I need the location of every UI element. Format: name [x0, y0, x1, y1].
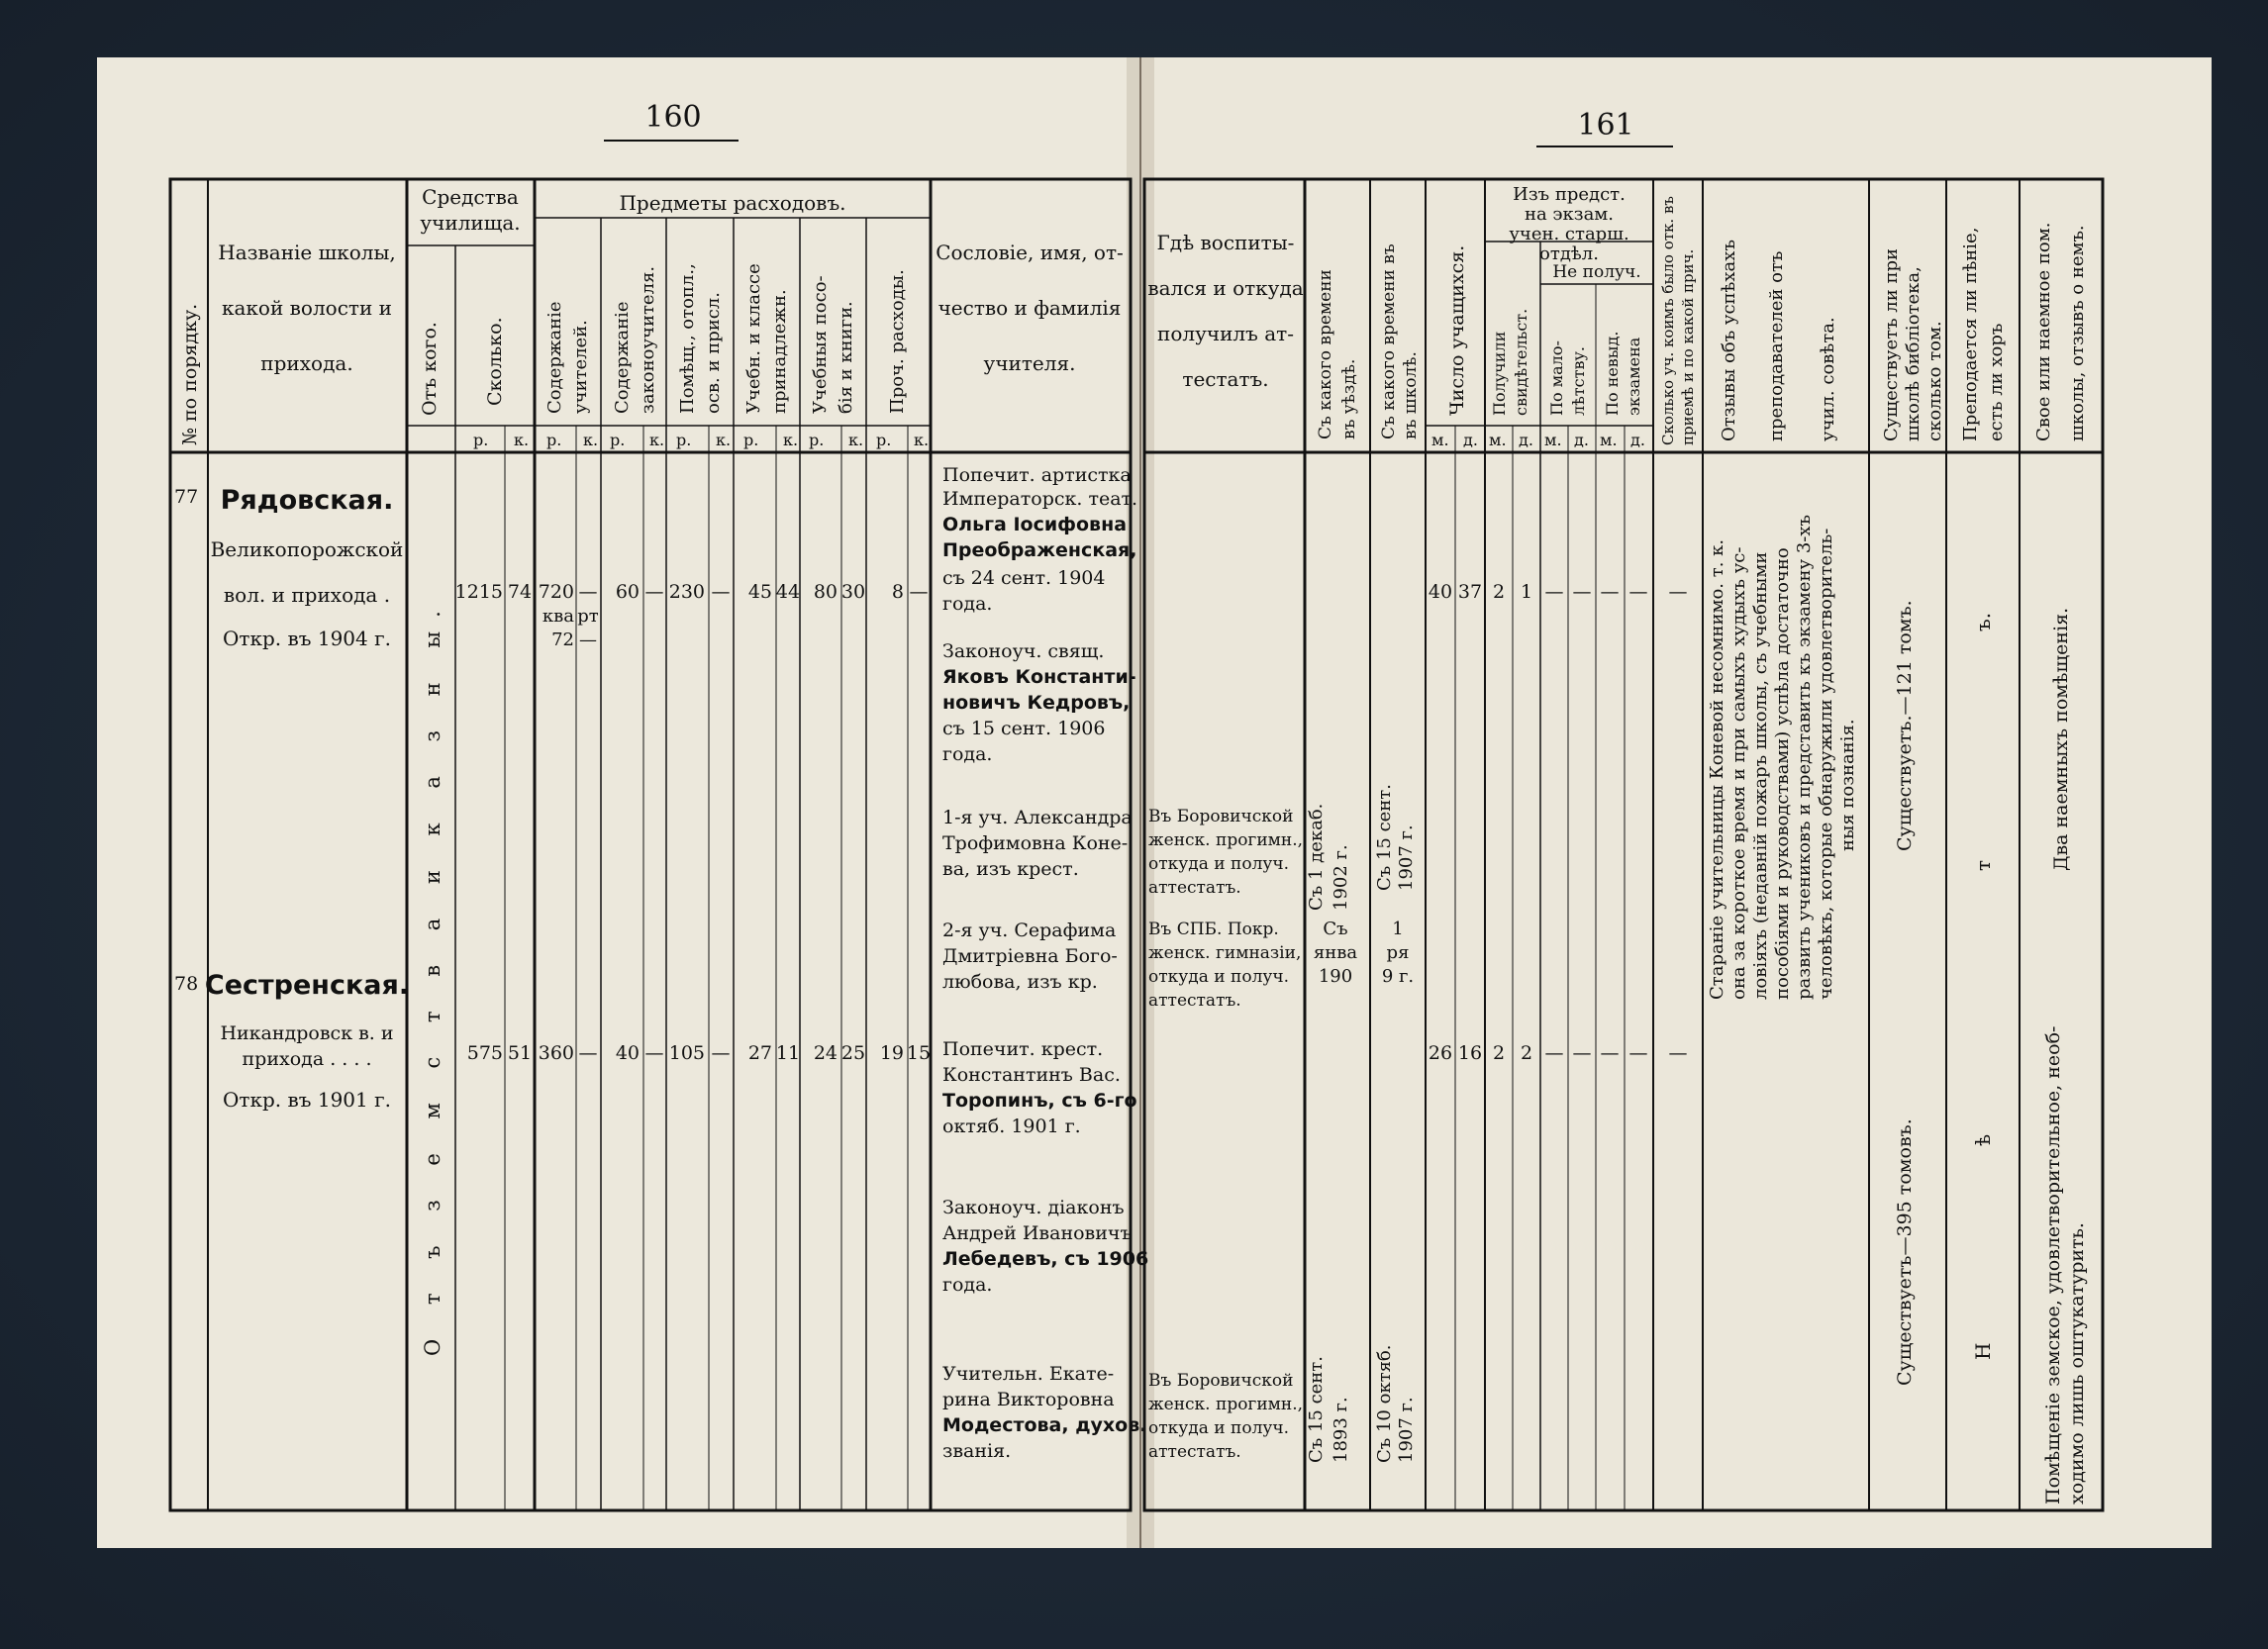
svg-text:—: —	[1628, 581, 1648, 603]
library-row-78: Существуетъ—395 томовъ.	[1894, 1118, 1916, 1386]
svg-text:Съ: Съ	[1323, 919, 1348, 939]
teacher-review-row-77	[1707, 515, 1858, 1000]
svg-text:72: 72	[551, 630, 574, 650]
svg-text:женск. гимназіи,: женск. гимназіи,	[1148, 943, 1302, 963]
svg-text:школы, отзывъ о немъ.: школы, отзывъ о немъ.	[2067, 225, 2088, 441]
svg-text:на экзам.: на экзам.	[1524, 204, 1615, 225]
header-teacher-line: учителя.	[983, 351, 1076, 375]
svg-text:—: —	[1572, 581, 1592, 603]
svg-text:Модестова, духов.: Модестова, духов.	[942, 1414, 1147, 1436]
svg-text:—: —	[1668, 581, 1688, 603]
premises-row-78-line: Помѣщеніе земское, удовлетворительное, необ-	[2042, 1025, 2064, 1504]
svg-text:д.: д.	[1630, 431, 1645, 449]
svg-text:р.: р.	[546, 431, 562, 449]
svg-text:2: 2	[1492, 1042, 1506, 1064]
svg-text:—: —	[909, 581, 929, 603]
svg-text:въ школѣ.: въ школѣ.	[1401, 351, 1421, 439]
svg-text:откуда и получ.: откуда и получ.	[1148, 1418, 1290, 1438]
svg-text:женск. прогимн.,: женск. прогимн.,	[1148, 1395, 1304, 1414]
svg-text:Не получ.: Не получ.	[1552, 262, 1641, 282]
header-teacher-line: чество и фамилія	[937, 296, 1122, 320]
svg-text:11: 11	[775, 1042, 801, 1064]
svg-text:т: т	[1971, 859, 1995, 871]
svg-text:1907 г.: 1907 г.	[1396, 1397, 1417, 1463]
svg-text:ъ.: ъ.	[1971, 612, 1995, 631]
svg-text:1: 1	[1520, 581, 1533, 603]
svg-text:Въ СПБ. Покр.: Въ СПБ. Покр.	[1148, 920, 1279, 939]
svg-text:Учебныя посо-: Учебныя посо-	[810, 275, 831, 414]
svg-text:ловіяхъ (недавній пожаръ школы: ловіяхъ (недавній пожаръ школы, съ учебными	[1750, 551, 1771, 1000]
svg-text:Свое или наемное пом.: Свое или наемное пом.	[2033, 222, 2054, 441]
funds-amount: 1215	[454, 581, 503, 603]
svg-text:женск. прогимн.,: женск. прогимн.,	[1148, 830, 1304, 850]
header-school-name-line: прихода.	[260, 351, 353, 375]
svg-text:Существуетъ ли при: Существуетъ ли при	[1881, 248, 1902, 441]
header-expenses-title: Предметы расходовъ.	[619, 191, 846, 215]
svg-text:Получили: Получили	[1490, 331, 1509, 416]
svg-text:Законоуч. свящ.: Законоуч. свящ.	[942, 640, 1105, 662]
svg-text:р.: р.	[676, 431, 692, 449]
svg-text:37: 37	[1457, 581, 1483, 603]
svg-text:школѣ библіотека,: школѣ библіотека,	[1903, 266, 1923, 441]
svg-text:м.: м.	[1489, 431, 1507, 449]
svg-text:Лебедевъ, съ 1906: Лебедевъ, съ 1906	[942, 1248, 1149, 1270]
svg-text:По невыд.: По невыд.	[1603, 331, 1622, 416]
svg-text:190: 190	[1318, 966, 1353, 987]
funds-source-vertical-note: О т ъ з е м с т в а и к а з н ы.	[421, 597, 444, 1356]
svg-text:рина Викторовна: рина Викторовна	[942, 1389, 1115, 1410]
svg-text:м.: м.	[1431, 431, 1449, 449]
svg-text:Дмитріевна Бого-: Дмитріевна Бого-	[942, 945, 1118, 967]
svg-text:40: 40	[615, 1042, 640, 1064]
svg-text:1902 г.: 1902 г.	[1331, 844, 1351, 911]
header-teacher-line: Сословіе, имя, от-	[936, 241, 1124, 264]
svg-text:к.: к.	[514, 431, 530, 449]
svg-text:бія и книги.: бія и книги.	[836, 301, 856, 414]
svg-text:Попечит. артистка: Попечит. артистка	[942, 464, 1132, 486]
svg-text:Число учащихся.: Число учащихся.	[1446, 244, 1468, 416]
library-row-77: Существуетъ.—121 томъ.	[1894, 600, 1916, 851]
svg-text:любова, изъ кр.: любова, изъ кр.	[942, 971, 1098, 993]
svg-text:года.: года.	[942, 1274, 993, 1296]
svg-text:—: —	[1544, 1042, 1564, 1064]
svg-text:720: 720	[538, 581, 574, 603]
school-name: Рядовская.	[220, 485, 394, 516]
left-page	[97, 57, 1140, 1548]
svg-text:лѣтству.: лѣтству.	[1569, 346, 1588, 416]
svg-text:д.: д.	[1519, 431, 1533, 449]
svg-text:19: 19	[879, 1042, 904, 1064]
svg-text:Сколько уч. коимъ было отк. въ: Сколько уч. коимъ было отк. въ	[1659, 196, 1677, 445]
svg-text:Помѣщ., отопл.,: Помѣщ., отопл.,	[677, 263, 698, 414]
svg-text:8: 8	[891, 581, 904, 603]
svg-text:—: —	[711, 581, 731, 603]
svg-text:—: —	[711, 1042, 731, 1064]
svg-text:Преподается ли пѣніе,: Преподается ли пѣніе,	[1960, 227, 1981, 441]
svg-text:ныя познанія.: ныя познанія.	[1837, 719, 1858, 851]
svg-text:сколько том.: сколько том.	[1924, 321, 1945, 441]
svg-text:вол. и прихода .: вол. и прихода .	[223, 583, 391, 607]
premises-row-77: Два наемныхъ помѣщенія.	[2050, 607, 2072, 871]
header-school-name-line: какой волости и	[222, 296, 392, 320]
svg-text:откуда и получ.: откуда и получ.	[1148, 967, 1290, 987]
svg-text:ѣ: ѣ	[1971, 1133, 1995, 1146]
svg-text:Трофимовна Коне-: Трофимовна Коне-	[942, 832, 1129, 854]
svg-text:Константинъ Вас.: Константинъ Вас.	[942, 1064, 1121, 1086]
svg-text:учил. совѣта.: учил. совѣта.	[1818, 317, 1838, 441]
svg-text:—: —	[1600, 1042, 1620, 1064]
svg-text:27: 27	[747, 1042, 772, 1064]
svg-text:—: —	[1544, 581, 1564, 603]
svg-text:года.: года.	[942, 743, 993, 765]
svg-text:учен. старш.: учен. старш.	[1509, 224, 1629, 244]
svg-text:Въ Боровичской: Въ Боровичской	[1148, 807, 1294, 826]
svg-text:Откр. въ 1901 г.: Откр. въ 1901 г.	[223, 1088, 391, 1112]
svg-text:тестатъ.: тестатъ.	[1182, 367, 1269, 391]
svg-text:к.: к.	[848, 431, 864, 449]
svg-text:получилъ ат-: получилъ ат-	[1157, 322, 1294, 345]
svg-text:—: —	[1600, 581, 1620, 603]
svg-text:—: —	[1668, 1042, 1688, 1064]
header-funds-line: училища.	[420, 211, 521, 235]
header-row-number: № по порядку.	[179, 303, 201, 445]
svg-text:рт: рт	[577, 606, 599, 627]
svg-text:230: 230	[668, 581, 705, 603]
svg-text:Гдѣ воспиты-: Гдѣ воспиты-	[1156, 231, 1295, 254]
svg-text:2-я уч. Серафима: 2-я уч. Серафима	[942, 920, 1117, 941]
svg-text:1: 1	[1392, 919, 1404, 939]
svg-text:д.: д.	[1574, 431, 1589, 449]
svg-text:отдѣл.: отдѣл.	[1539, 243, 1599, 264]
svg-text:въ уѣздѣ.: въ уѣздѣ.	[1339, 358, 1359, 439]
svg-text:откуда и получ.: откуда и получ.	[1148, 854, 1290, 874]
svg-text:24: 24	[813, 1042, 838, 1064]
svg-text:30: 30	[840, 581, 866, 603]
svg-text:Проч. расходы.: Проч. расходы.	[887, 269, 908, 414]
svg-text:янва: янва	[1313, 942, 1358, 963]
svg-text:1-я уч. Александра: 1-я уч. Александра	[942, 807, 1133, 828]
svg-text:р.: р.	[809, 431, 825, 449]
svg-text:9 г.: 9 г.	[1381, 966, 1415, 987]
svg-text:Съ какого времени: Съ какого времени	[1316, 269, 1335, 439]
svg-text:—: —	[578, 1042, 598, 1064]
svg-text:к.: к.	[914, 431, 930, 449]
svg-text:к.: к.	[716, 431, 732, 449]
svg-text:26: 26	[1428, 1042, 1453, 1064]
svg-text:Великопорожской: Великопорожской	[210, 537, 404, 561]
svg-text:м.: м.	[1544, 431, 1562, 449]
svg-text:октяб. 1901 г.: октяб. 1901 г.	[942, 1116, 1081, 1137]
svg-text:развить учениковъ и представит: развить учениковъ и представить къ экзамену 3-хъ	[1794, 515, 1815, 1000]
svg-text:Попечит. крест.: Попечит. крест.	[942, 1038, 1104, 1060]
svg-text:к.: к.	[649, 431, 665, 449]
svg-text:осв. и присл.: осв. и присл.	[703, 292, 724, 414]
svg-text:аттестатъ.: аттестатъ.	[1148, 878, 1241, 898]
svg-text:Отзывы объ успѣхахъ: Отзывы объ успѣхахъ	[1719, 240, 1739, 441]
funds-amount: 575	[466, 1042, 503, 1064]
svg-text:вался и откуда: вался и откуда	[1147, 276, 1304, 300]
svg-text:—: —	[1628, 1042, 1648, 1064]
svg-text:к.: к.	[783, 431, 799, 449]
svg-text:прихода . . . .: прихода . . . .	[242, 1048, 372, 1070]
svg-text:60: 60	[615, 581, 640, 603]
svg-text:25: 25	[840, 1042, 866, 1064]
svg-text:Съ 1 декаб.: Съ 1 декаб.	[1306, 803, 1327, 911]
svg-text:есть ли хоръ: есть ли хоръ	[1986, 323, 2007, 441]
svg-text:—: —	[1572, 1042, 1592, 1064]
page-number-left: 160	[644, 100, 702, 135]
svg-text:45: 45	[747, 581, 772, 603]
svg-text:преподавателей отъ: преподавателей отъ	[1766, 250, 1787, 441]
svg-text:года.: года.	[942, 593, 993, 615]
svg-text:Откр. въ 1904 г.: Откр. въ 1904 г.	[223, 627, 391, 650]
svg-text:40: 40	[1428, 581, 1453, 603]
svg-text:Содержаніе: Содержаніе	[544, 301, 565, 414]
svg-text:съ 15 сент. 1906: съ 15 сент. 1906	[942, 718, 1106, 739]
header-funds-amount: Сколько.	[484, 317, 506, 406]
svg-text:Торопинъ, съ 6-го: Торопинъ, съ 6-го	[942, 1090, 1137, 1112]
svg-text:законоучителя.: законоучителя.	[638, 265, 658, 414]
svg-text:свидѣтельст.: свидѣтельст.	[1512, 308, 1530, 416]
svg-text:—: —	[644, 581, 664, 603]
svg-text:2: 2	[1492, 581, 1506, 603]
svg-text:2: 2	[1520, 1042, 1533, 1064]
svg-text:Н: Н	[1971, 1342, 1995, 1360]
svg-text:к.: к.	[583, 431, 599, 449]
svg-text:—: —	[579, 630, 597, 650]
svg-text:Ольга Іосифовна: Ольга Іосифовна	[942, 514, 1128, 535]
svg-text:аттестатъ.: аттестатъ.	[1148, 991, 1241, 1011]
svg-text:Съ 15 сент.: Съ 15 сент.	[1306, 1356, 1327, 1463]
svg-text:званія.: званія.	[942, 1440, 1012, 1462]
svg-text:Изъ предст.: Изъ предст.	[1513, 184, 1626, 205]
svg-text:р.: р.	[610, 431, 626, 449]
svg-text:По мало-: По мало-	[1547, 340, 1566, 416]
svg-text:Яковъ Константи-: Яковъ Константи-	[942, 666, 1136, 688]
svg-text:Учительн. Екате-: Учительн. Екате-	[942, 1363, 1115, 1385]
svg-text:р.: р.	[743, 431, 759, 449]
svg-text:Содержаніе: Содержаніе	[612, 301, 633, 414]
svg-text:74: 74	[507, 581, 533, 603]
svg-text:приемѣ и по какой прич.: приемѣ и по какой прич.	[1679, 248, 1697, 445]
svg-text:105: 105	[668, 1042, 705, 1064]
header-funds-from: Отъ кого.	[419, 322, 441, 416]
svg-text:Съ 15 сент.: Съ 15 сент.	[1374, 784, 1395, 891]
svg-text:аттестатъ.: аттестатъ.	[1148, 1442, 1241, 1462]
page-number-right: 161	[1577, 108, 1634, 143]
svg-text:учителей.: учителей.	[570, 320, 591, 414]
svg-text:15: 15	[906, 1042, 932, 1064]
svg-text:р.: р.	[876, 431, 892, 449]
svg-text:Андрей Ивановичъ: Андрей Ивановичъ	[942, 1222, 1133, 1244]
svg-text:ва, изъ крест.: ва, изъ крест.	[942, 858, 1079, 880]
svg-text:Учебн. и классе: Учебн. и классе	[743, 263, 764, 414]
svg-text:16: 16	[1457, 1042, 1483, 1064]
svg-text:ква: ква	[542, 606, 574, 627]
svg-text:Съ 10 октяб.: Съ 10 октяб.	[1374, 1344, 1395, 1463]
svg-text:ря: ря	[1386, 942, 1410, 963]
svg-text:съ 24 сент. 1904: съ 24 сент. 1904	[942, 567, 1106, 589]
header-funds-line: Средства	[422, 185, 519, 209]
svg-text:360: 360	[538, 1042, 574, 1064]
svg-text:пособіями и руководствами) усп: пособіями и руководствами) успѣла достаточно	[1772, 547, 1793, 1000]
svg-text:Съ какого времени въ: Съ какого времени въ	[1379, 243, 1399, 439]
svg-text:1893 г.: 1893 г.	[1331, 1397, 1351, 1463]
svg-text:экзамена: экзамена	[1625, 337, 1643, 416]
svg-text:80: 80	[813, 581, 838, 603]
svg-text:принадлежн.: принадлежн.	[769, 289, 790, 414]
svg-text:44: 44	[775, 581, 801, 603]
svg-text:Никандровск в. и: Никандровск в. и	[220, 1022, 394, 1044]
svg-text:новичъ Кедровъ,: новичъ Кедровъ,	[942, 692, 1131, 714]
svg-text:м.: м.	[1600, 431, 1618, 449]
row-number: 78	[174, 973, 199, 995]
svg-text:—: —	[644, 1042, 664, 1064]
premises-row-78-line: ходимо лишь оштукатурить.	[2066, 1222, 2088, 1504]
svg-text:Законоуч. діаконъ: Законоуч. діаконъ	[942, 1197, 1125, 1218]
svg-text:д.: д.	[1463, 431, 1478, 449]
header-school-name-line: Названіе школы,	[218, 241, 396, 264]
svg-text:1907 г.: 1907 г.	[1396, 824, 1417, 891]
svg-text:человѣкъ, которые обнаружили у: человѣкъ, которые обнаружили удовлетворитель-	[1816, 528, 1836, 1000]
svg-text:Въ Боровичской: Въ Боровичской	[1148, 1371, 1294, 1391]
row-number: 77	[174, 486, 199, 508]
svg-text:—: —	[578, 581, 598, 603]
svg-text:она за короткое время и при са: она за короткое время и при самыхъ худыхъ ус-	[1728, 546, 1749, 1000]
svg-text:51: 51	[507, 1042, 533, 1064]
svg-text:Преображенская,: Преображенская,	[942, 539, 1137, 561]
svg-text:р.: р.	[473, 431, 489, 449]
svg-text:Императорск. теат.: Императорск. теат.	[942, 488, 1138, 510]
school-name: Сестренская.	[204, 970, 410, 1001]
svg-text:Стараніе учительницы Коневой н: Стараніе учительницы Коневой несомнимо. т. к.	[1707, 538, 1727, 1000]
